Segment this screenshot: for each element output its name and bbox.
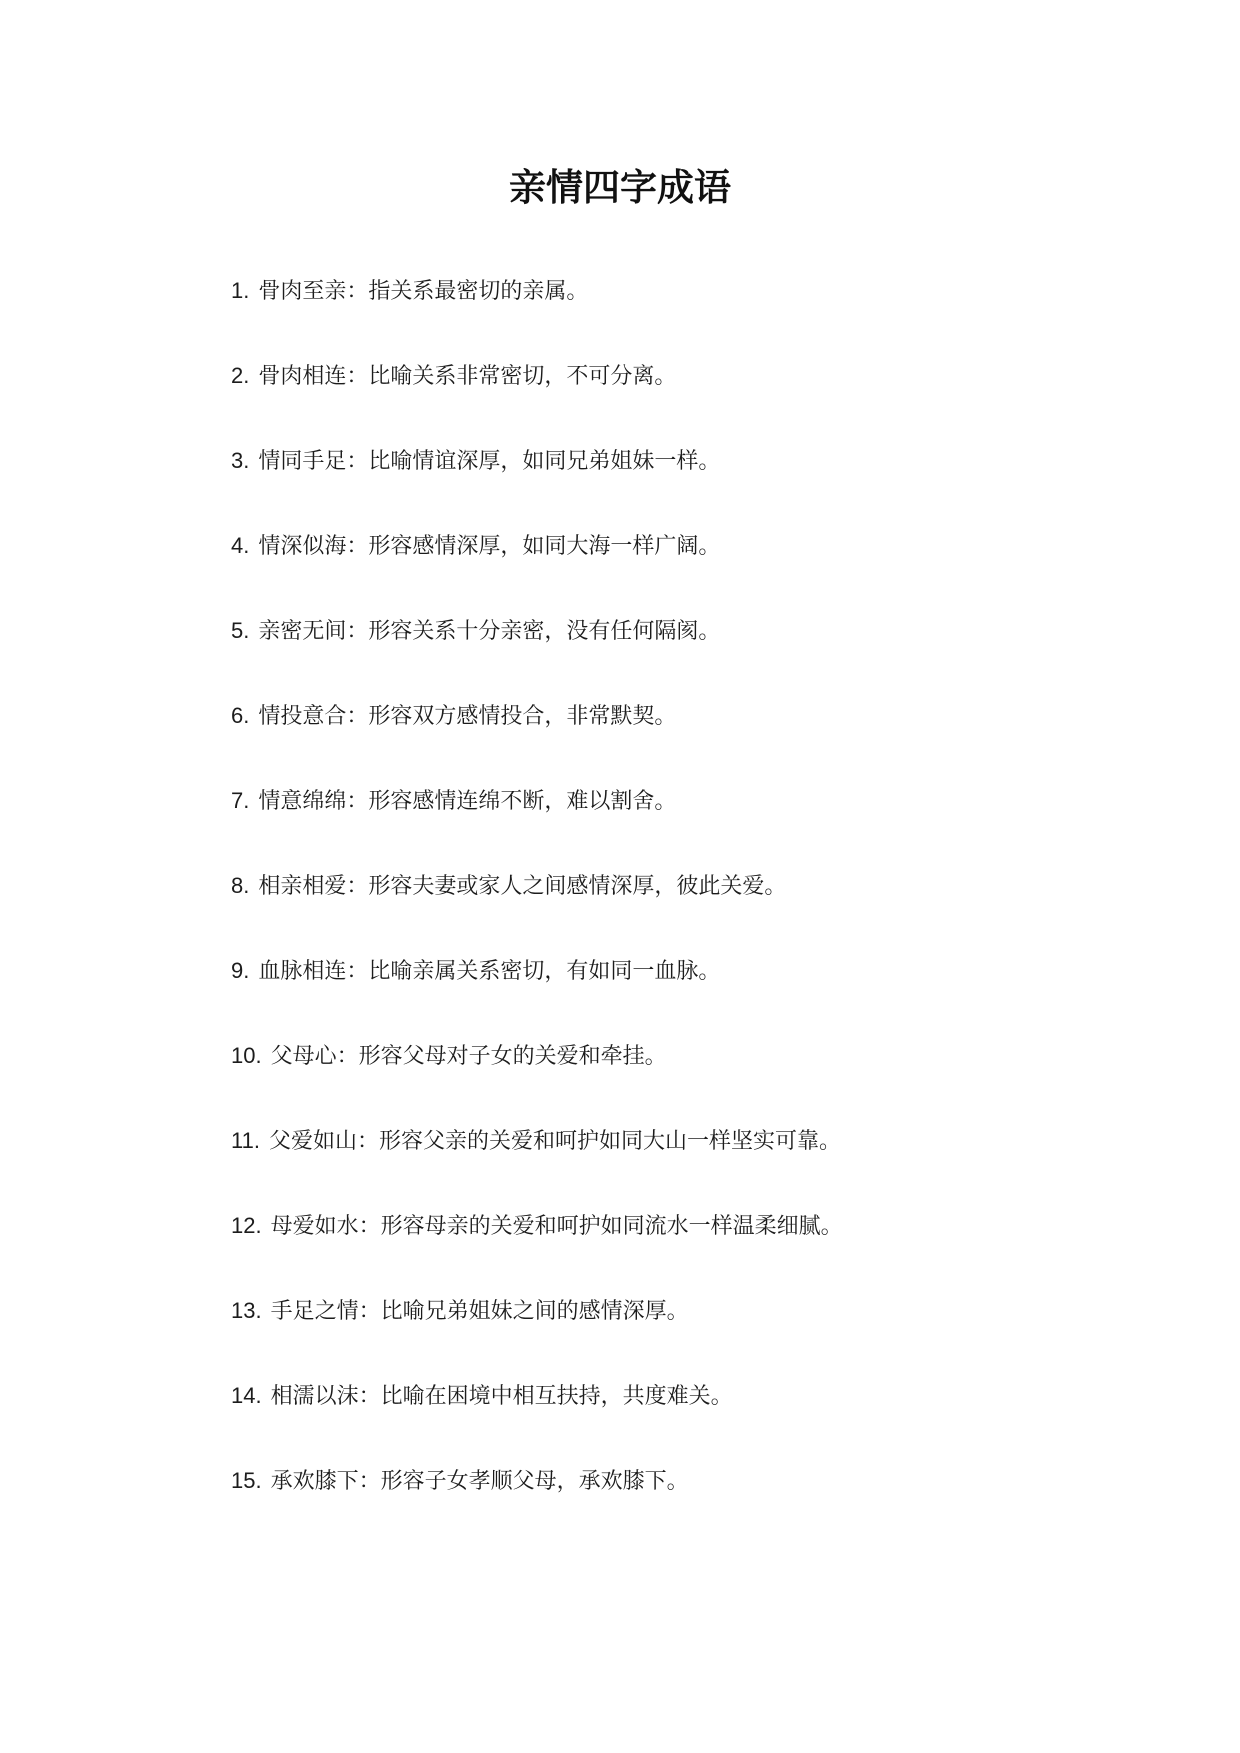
- item-colon-separator: ：: [346, 533, 369, 558]
- item-colon-separator: ：: [346, 278, 369, 303]
- idiom-list-item: [231, 1466, 1180, 1496]
- idiom-list-item: [231, 1041, 1180, 1071]
- item-number: 3.: [231, 448, 250, 473]
- item-number: 1.: [231, 278, 250, 303]
- item-colon-separator: ：: [356, 1128, 379, 1153]
- item-colon-separator: ：: [346, 788, 369, 813]
- item-number: 11.: [231, 1128, 260, 1153]
- item-definition: 形容双方感情投合，非常默契。: [368, 703, 677, 728]
- item-definition: 形容关系十分亲密，没有任何隔阂。: [368, 618, 721, 643]
- item-idiom: 相亲相爱: [258, 873, 347, 898]
- item-definition: 比喻亲属关系密切，有如同一血脉。: [368, 958, 721, 983]
- item-colon-separator: ：: [358, 1213, 381, 1238]
- idiom-list-item: [231, 1381, 1180, 1411]
- item-idiom: 父母心: [270, 1043, 337, 1068]
- item-idiom: 相濡以沫: [270, 1383, 359, 1408]
- item-definition: 形容感情连绵不断，难以割舍。: [368, 788, 677, 813]
- idiom-list-item: [231, 531, 1180, 561]
- item-idiom: 血脉相连: [258, 958, 347, 983]
- item-colon-separator: ：: [346, 958, 369, 983]
- item-definition: 比喻在困境中相互扶持，共度难关。: [380, 1383, 733, 1408]
- item-colon-separator: ：: [346, 873, 369, 898]
- item-colon-separator: ：: [346, 618, 369, 643]
- item-idiom: 情深似海: [258, 533, 347, 558]
- item-definition: 形容父亲的关爱和呵护如同大山一样坚实可靠。: [378, 1128, 841, 1153]
- item-colon-separator: ：: [358, 1383, 381, 1408]
- item-number: 7.: [231, 788, 250, 813]
- idiom-list-item: [231, 701, 1180, 731]
- idiom-list-item: [231, 1211, 1180, 1241]
- item-idiom: 情投意合: [258, 703, 347, 728]
- item-colon-separator: ：: [346, 448, 369, 473]
- item-colon-separator: ：: [346, 703, 369, 728]
- item-definition: 指关系最密切的亲属。: [368, 278, 589, 303]
- item-definition: 比喻兄弟姐妹之间的感情深厚。: [380, 1298, 689, 1323]
- item-idiom: 母爱如水: [270, 1213, 359, 1238]
- item-idiom: 父爱如山: [268, 1128, 357, 1153]
- item-idiom: 亲密无间: [258, 618, 347, 643]
- item-colon-separator: ：: [358, 1298, 381, 1323]
- document-title: 亲情四字成语: [509, 167, 731, 208]
- item-number: 2.: [231, 363, 250, 388]
- item-colon-separator: ：: [358, 1468, 381, 1493]
- idiom-list-item: [231, 786, 1180, 816]
- item-number: 8.: [231, 873, 250, 898]
- item-definition: 比喻关系非常密切，不可分离。: [368, 363, 677, 388]
- item-colon-separator: ：: [336, 1043, 359, 1068]
- idiom-list: [231, 276, 1180, 1551]
- item-number: 9.: [231, 958, 250, 983]
- item-number: 13.: [231, 1298, 262, 1323]
- item-definition: 比喻情谊深厚，如同兄弟姐妹一样。: [368, 448, 721, 473]
- item-number: 4.: [231, 533, 250, 558]
- item-definition: 形容感情深厚，如同大海一样广阔。: [368, 533, 721, 558]
- idiom-list-item: [231, 1126, 1180, 1156]
- item-idiom: 手足之情: [270, 1298, 359, 1323]
- idiom-list-item: [231, 276, 1180, 306]
- item-definition: 形容夫妻或家人之间感情深厚，彼此关爱。: [368, 873, 787, 898]
- item-definition: 形容母亲的关爱和呵护如同流水一样温柔细腻。: [380, 1213, 843, 1238]
- item-idiom: 承欢膝下: [270, 1468, 359, 1493]
- item-idiom: 骨肉至亲: [258, 278, 347, 303]
- item-number: 10.: [231, 1043, 262, 1068]
- item-number: 12.: [231, 1213, 262, 1238]
- item-colon-separator: ：: [346, 363, 369, 388]
- idiom-list-item: [231, 871, 1180, 901]
- idiom-list-item: [231, 956, 1180, 986]
- idiom-list-item: [231, 361, 1180, 391]
- idiom-list-item: [231, 616, 1180, 646]
- item-definition: 形容父母对子女的关爱和牵挂。: [358, 1043, 667, 1068]
- item-idiom: 骨肉相连: [258, 363, 347, 388]
- item-idiom: 情同手足: [258, 448, 347, 473]
- item-number: 6.: [231, 703, 250, 728]
- item-number: 5.: [231, 618, 250, 643]
- idiom-list-item: [231, 1296, 1180, 1326]
- item-idiom: 情意绵绵: [258, 788, 347, 813]
- item-number: 15.: [231, 1468, 262, 1493]
- idiom-list-item: [231, 446, 1180, 476]
- item-definition: 形容子女孝顺父母，承欢膝下。: [380, 1468, 689, 1493]
- item-number: 14.: [231, 1383, 262, 1408]
